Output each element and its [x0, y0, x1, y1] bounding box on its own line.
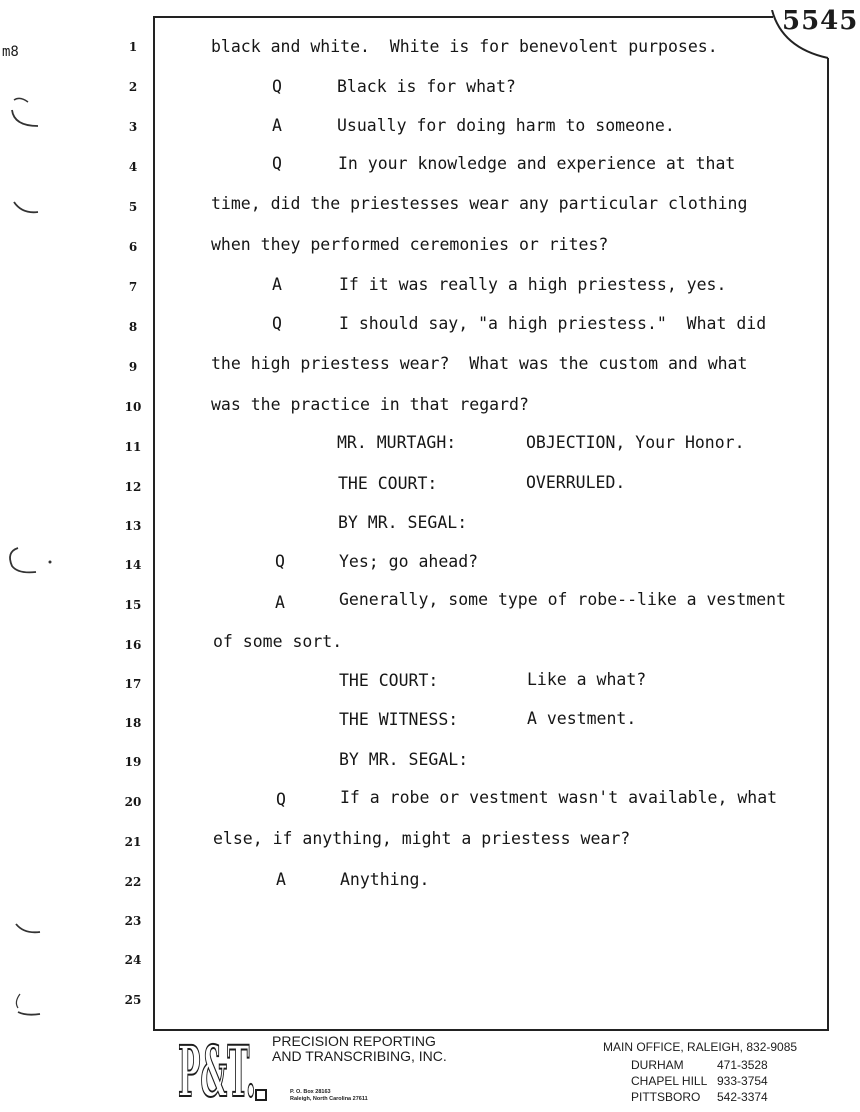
binder-hole-mark [4, 542, 54, 578]
transcript-text: In your knowledge and experience at that [338, 154, 736, 173]
speaker-label: MR. MURTAGH: [337, 433, 457, 452]
line-number: 10 [124, 400, 142, 414]
transcript-text: the high priestess wear? What was the custom and what [211, 354, 748, 373]
transcript-text: Anything. [340, 870, 430, 889]
binder-hole-mark [14, 918, 44, 938]
transcript-text: time, did the priestesses wear any particular clothing [211, 194, 748, 213]
firm-address [290, 1089, 368, 1103]
speaker-label: Q [276, 790, 286, 809]
transcript-text: OVERRULED. [526, 473, 626, 492]
line-number: 13 [124, 519, 142, 533]
main-office: MAIN OFFICE, RALEIGH, 832-9085 [603, 1040, 798, 1054]
speaker-label: Q [275, 552, 285, 571]
line-number: 11 [124, 440, 142, 454]
firm-name-line: AND TRANSCRIBING, INC. [272, 1048, 447, 1064]
firm-name-line: PRECISION REPORTING [272, 1033, 436, 1049]
binder-hole-mark [6, 96, 46, 136]
line-number: 6 [128, 240, 138, 254]
page-border-left [153, 16, 155, 1031]
firm-name [272, 1034, 447, 1064]
speaker-label: BY MR. SEGAL: [338, 513, 468, 532]
speaker-label: Q [272, 154, 282, 173]
page-number: 5545 [782, 6, 859, 36]
line-number: 18 [124, 716, 142, 730]
speaker-label: THE COURT: [339, 671, 439, 690]
logo-text: P&T. [178, 1036, 256, 1106]
speaker-label: Q [272, 314, 282, 333]
transcript-text: else, if anything, might a priestess wear? [213, 829, 631, 848]
line-number: 14 [124, 558, 142, 572]
company-logo [176, 1036, 272, 1106]
line-number: 9 [128, 360, 138, 374]
transcript-text: when they performed ceremonies or rites? [211, 235, 609, 254]
office-city: DURHAM [631, 1058, 684, 1072]
page-border-bottom [153, 1029, 829, 1031]
speaker-label: BY MR. SEGAL: [339, 750, 469, 769]
page-border-right [827, 58, 829, 1031]
line-number: 24 [124, 953, 142, 967]
speaker-label: A [272, 116, 282, 135]
line-number: 2 [128, 80, 138, 94]
transcript-text: Like a what? [527, 670, 647, 689]
margin-mark: m8 [2, 44, 19, 60]
line-number: 19 [124, 755, 142, 769]
line-number: 5 [128, 200, 138, 214]
line-number: 4 [128, 160, 138, 174]
address-line: Raleigh, North Carolina 27611 [290, 1096, 368, 1102]
transcript-text: black and white. White is for benevolent purposes. [211, 37, 718, 56]
binder-hole-mark [12, 990, 48, 1020]
line-number: 12 [124, 480, 142, 494]
line-number: 16 [124, 638, 142, 652]
line-number: 23 [124, 914, 142, 928]
transcript-text: I should say, "a high priestess." What did [339, 314, 767, 333]
transcript-text: OBJECTION, Your Honor. [526, 433, 745, 452]
page-border-top [153, 16, 773, 18]
transcript-text: Black is for what? [337, 77, 516, 96]
office-phone: 471-3528 [717, 1058, 768, 1072]
transcript-text: Usually for doing harm to someone. [337, 116, 675, 135]
office-city: PITTSBORO [631, 1090, 701, 1104]
line-number: 20 [124, 795, 142, 809]
line-number: 8 [128, 320, 138, 334]
office-phone: 933-3754 [717, 1074, 768, 1088]
binder-hole-mark [12, 198, 42, 218]
line-number: 25 [124, 993, 142, 1007]
speaker-label: A [272, 275, 282, 294]
transcript-text: Yes; go ahead? [339, 552, 479, 571]
transcript-text: A vestment. [527, 709, 637, 728]
line-number: 21 [124, 835, 142, 849]
line-number: 15 [124, 598, 142, 612]
line-number: 7 [128, 280, 138, 294]
speaker-label: A [275, 593, 285, 612]
transcript-text: of some sort. [213, 632, 343, 651]
transcript-text: Generally, some type of robe--like a vestment [339, 590, 787, 609]
line-number: 22 [124, 875, 142, 889]
speaker-label: THE COURT: [338, 474, 438, 493]
speaker-label: A [276, 870, 286, 889]
office-phone: 542-3374 [717, 1090, 768, 1104]
transcript-text: If it was really a high priestess, yes. [339, 275, 727, 294]
line-number: 3 [128, 120, 138, 134]
office-city: CHAPEL HILL [631, 1074, 708, 1088]
transcript-text: If a robe or vestment wasn't available, what [340, 788, 778, 807]
transcript-text: was the practice in that regard? [211, 395, 529, 414]
speaker-label: THE WITNESS: [339, 710, 459, 729]
line-number: 1 [128, 40, 138, 54]
speaker-label: Q [272, 77, 282, 96]
line-number: 17 [124, 677, 142, 691]
address-line: P. O. Box 28163 [290, 1089, 331, 1095]
